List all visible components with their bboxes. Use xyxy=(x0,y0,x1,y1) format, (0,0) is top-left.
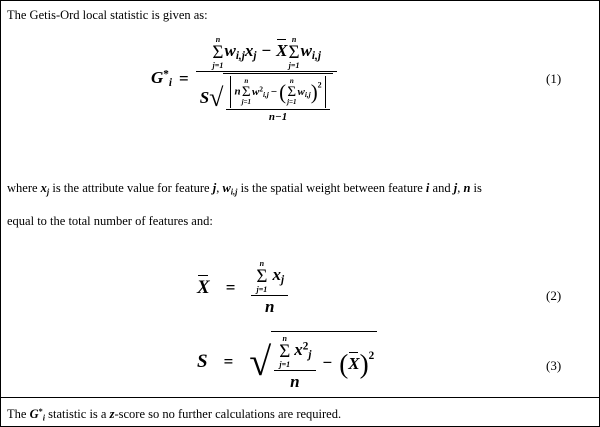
eq3-sqrt xyxy=(249,331,377,392)
eq1-equals: = xyxy=(179,69,189,88)
var-i: i xyxy=(425,181,430,195)
equation-3-number: (3) xyxy=(546,358,562,373)
eq3-x: $x^2_j$ xyxy=(294,340,312,362)
eq1-numerator xyxy=(196,35,337,71)
var-x-j: $x_j$ xyxy=(40,181,50,197)
var-j: j xyxy=(212,181,217,195)
eq1-main-fraction xyxy=(196,35,337,123)
eq1-inner-fraction: n n Σ j=1 $w^2_{i,j}$ −( n Σ j=1 $w_{i,j})^2$ n−1 xyxy=(226,76,329,123)
eq2-lhs-xbar: X xyxy=(197,277,210,298)
equation-1-number: (1) xyxy=(546,71,562,86)
eq3-equals: = xyxy=(223,351,234,371)
equation-1 xyxy=(151,35,337,123)
eq1-denom-sum-1: n Σ j=1 xyxy=(241,77,252,106)
eq2-n: n xyxy=(264,297,275,316)
var-z: z xyxy=(109,407,115,422)
eq1-sqrt xyxy=(209,73,333,123)
eq1-denom-w: $w^2_{i,j}$ xyxy=(252,84,269,99)
var-n: n xyxy=(463,181,471,195)
var-j-2: j xyxy=(453,181,458,195)
eq3-xbar-squared: $(X)^2$ xyxy=(339,349,375,379)
eq3-fraction xyxy=(274,334,315,392)
eq2-sum: n Σ j=1 xyxy=(256,259,268,294)
eq1-w2: $w_{i,j}$ xyxy=(300,41,321,63)
eq1-lhs: $G^*_i$ xyxy=(151,68,173,90)
eq2-equals: = xyxy=(225,278,236,297)
where-line-2: equal to the total number of features and: xyxy=(7,214,213,228)
radical-sign: √ xyxy=(249,338,272,384)
eq3-lhs-S: S xyxy=(197,350,208,372)
eq3-minus: − xyxy=(322,353,333,372)
where-line-1: where $x_j$ is the attribute value for feature j, $w_{i,j}$ is the spatial weight between feature i and j, n is xyxy=(7,181,482,197)
eq1-S: S xyxy=(199,88,210,107)
equation-2-number: (2) xyxy=(546,288,562,303)
horizontal-rule xyxy=(1,397,600,398)
eq1-sum-1: n Σ j=1 xyxy=(212,35,224,70)
eq1-sum-2: n Σ j=1 xyxy=(288,35,300,70)
eq2-fraction xyxy=(251,259,288,317)
var-G-star: $G^*_i$ xyxy=(29,407,46,423)
eq1-bracket-group: n n Σ j=1 $w^2_{i,j}$ −( n Σ j=1 $w_{i,j})^2$ xyxy=(230,76,325,108)
eq1-close-paren: ) xyxy=(310,79,318,104)
eq1-w: $w_{i,j}$ xyxy=(224,41,245,63)
radical-sign: √ xyxy=(209,83,224,112)
eq3-sum: n Σ j=1 xyxy=(279,334,291,369)
eq3-n: n xyxy=(290,372,300,391)
eq1-minus: − xyxy=(261,41,272,61)
eq1-denom-minus: − xyxy=(270,85,278,98)
eq1-xbar: X xyxy=(276,41,288,61)
eq2-x: $x_j$ xyxy=(272,265,285,287)
eq1-denom-w2: $w_{i,j}$ xyxy=(297,85,311,99)
equation-3 xyxy=(197,331,377,392)
eq1-denominator xyxy=(196,71,337,123)
var-w-ij: $w_{i,j}$ xyxy=(222,181,238,197)
intro-text: The Getis-Ord local statistic is given as: xyxy=(7,8,208,22)
eq1-x: $x_j$ xyxy=(244,41,257,63)
eq1-denom-sum-2: n Σ j=1 xyxy=(287,77,297,106)
closing-text: The $G^*_i$ statistic is a z-score so no further calculations are required. xyxy=(7,407,342,423)
equation-2 xyxy=(197,259,288,317)
eq1-open-paren: ( xyxy=(279,79,287,104)
